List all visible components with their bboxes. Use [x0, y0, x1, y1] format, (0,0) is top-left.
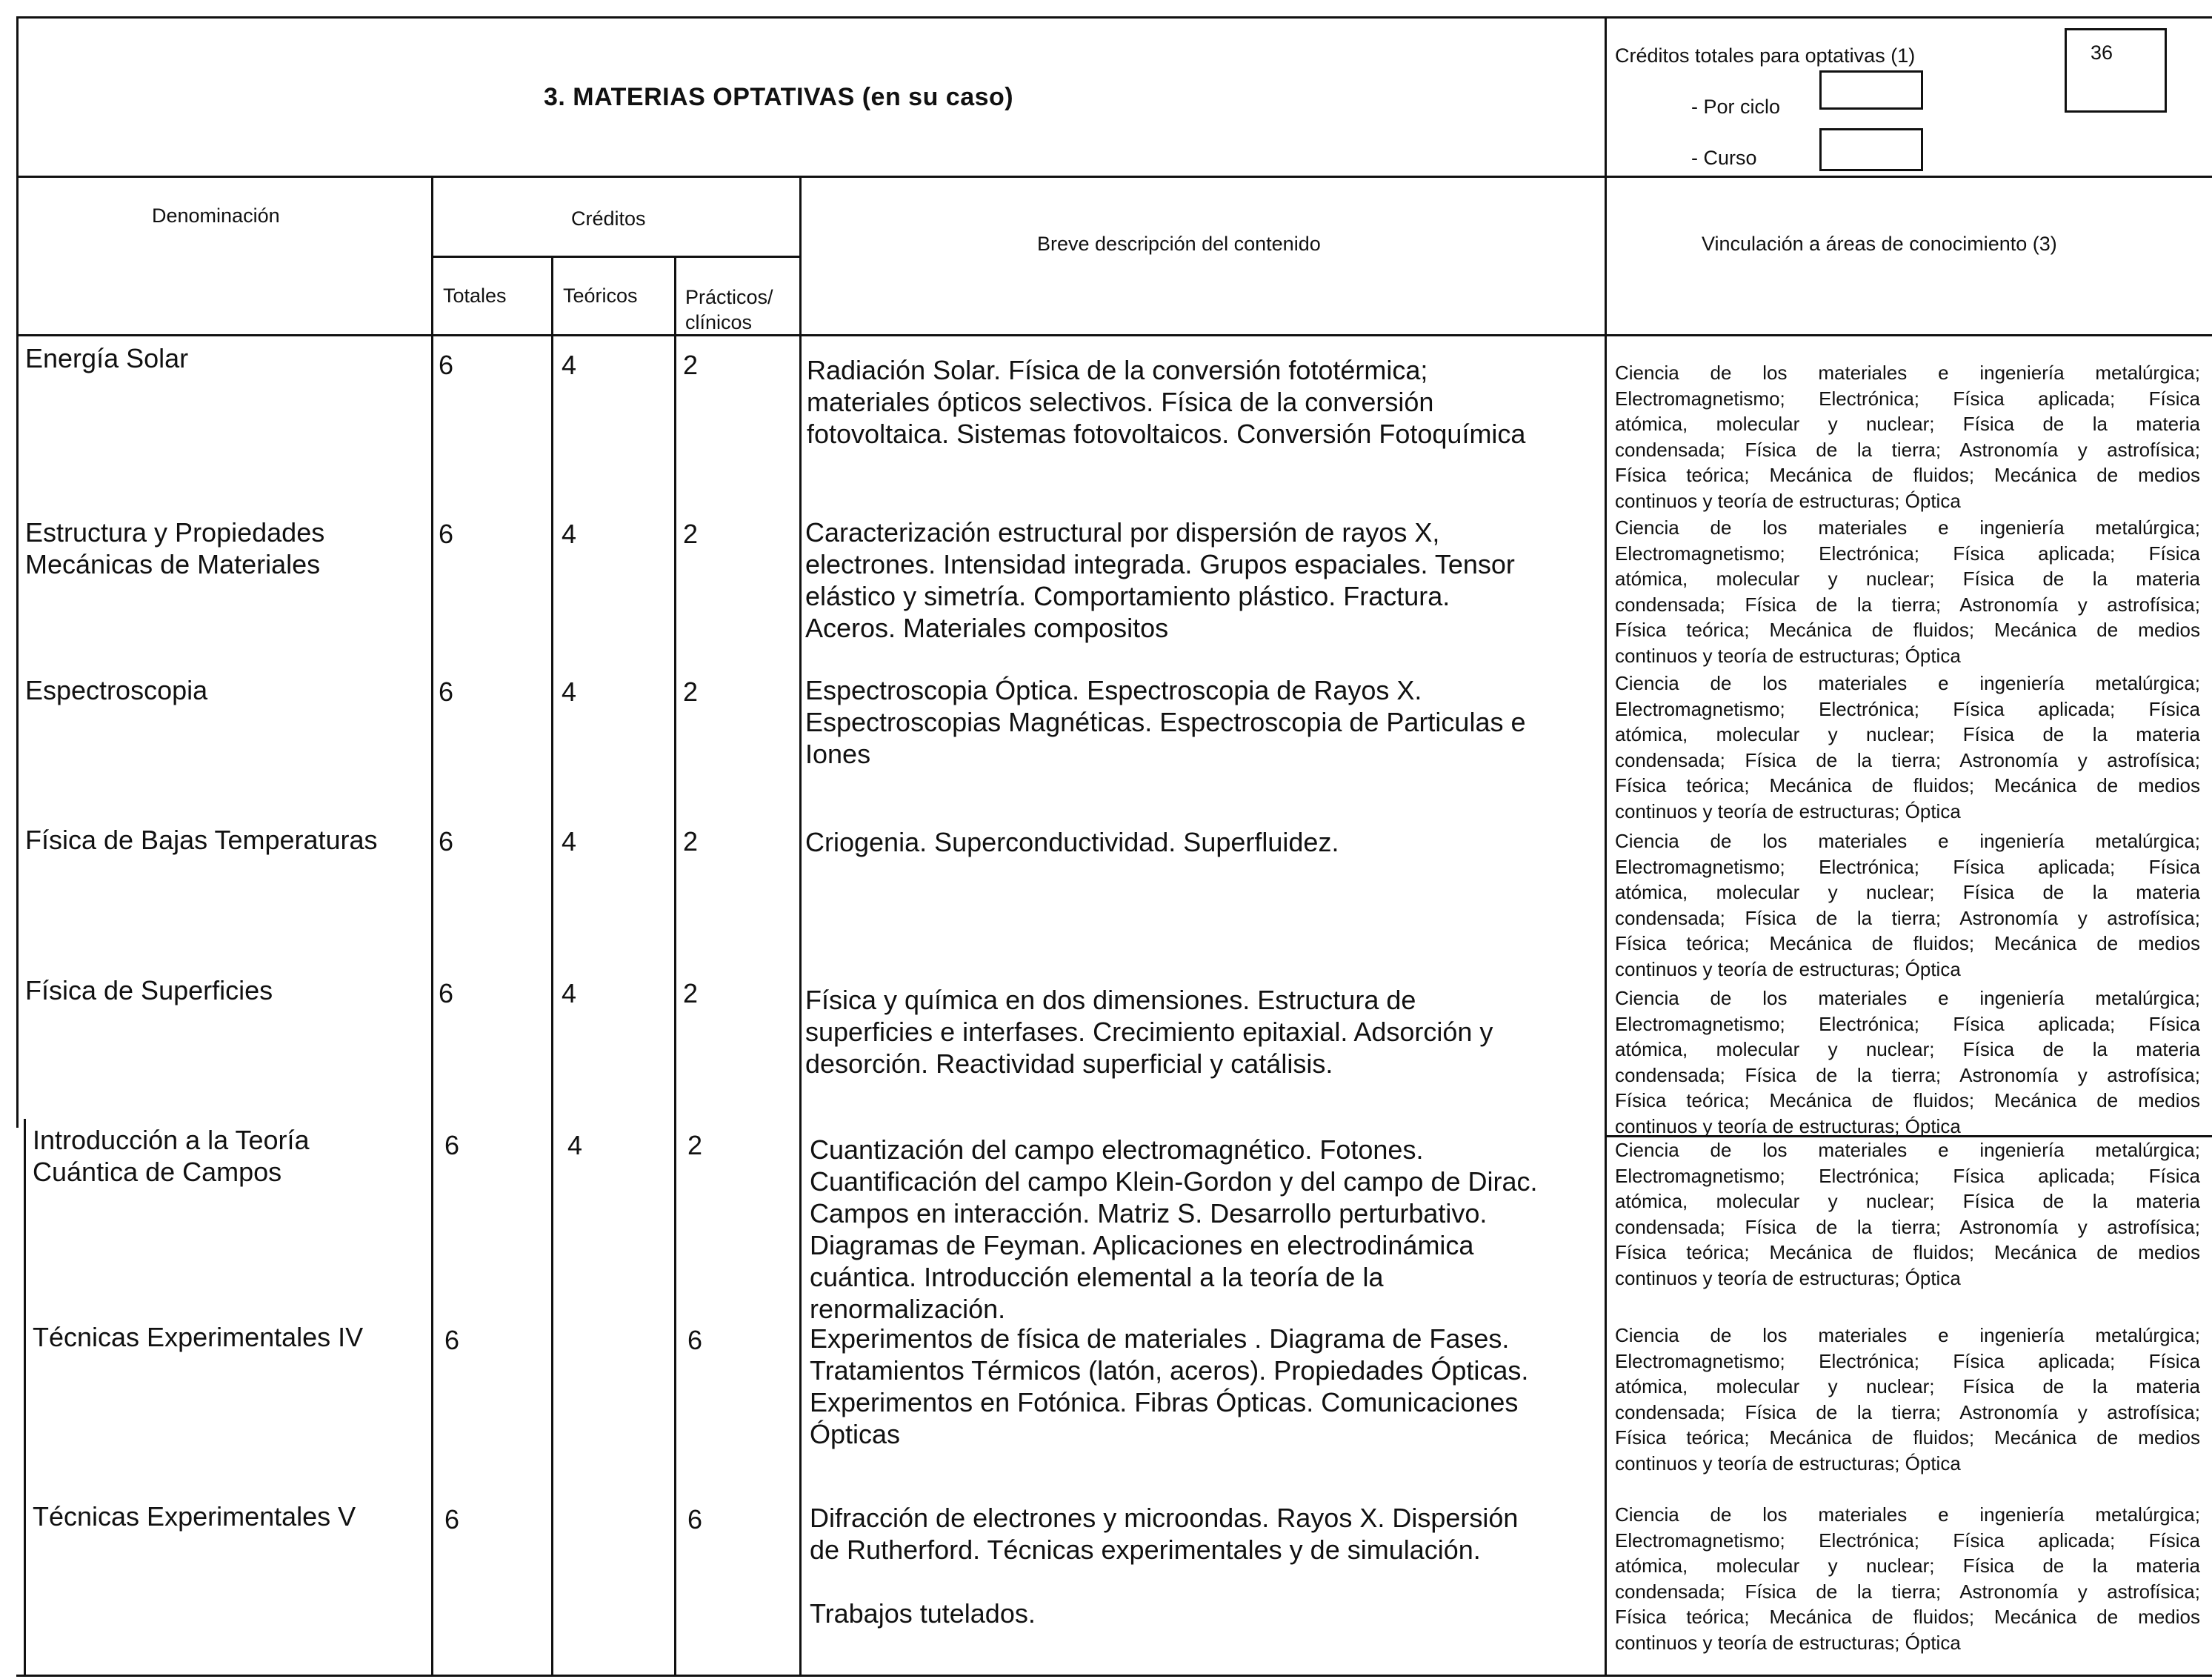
row-4-descripcion [805, 826, 1339, 858]
row-8-totales: 6 [444, 1504, 460, 1535]
area-line: continuos y teoría de estructuras; Óptica [1615, 799, 1961, 822]
col-header-practicos: Prácticos/ [685, 286, 773, 308]
row-7-vinculacion [1615, 1323, 2200, 1477]
row-8-descripcion [810, 1502, 1518, 1629]
row-6-desc-line: Cuantización del campo electromagnético. Fotones. [810, 1134, 1424, 1165]
row-4-practicos: 2 [683, 826, 699, 857]
row-6-totales: 6 [444, 1130, 460, 1160]
row-2-name-line: Estructura y Propiedades [25, 517, 325, 548]
row-4-denominacion [25, 824, 378, 856]
row-7-name-line: Técnicas Experimentales IV [33, 1322, 364, 1352]
row-5-descripcion [805, 984, 1493, 1080]
row-2-practicos: 2 [683, 519, 699, 549]
area-line: continuos y teoría de estructuras; Óptica [1615, 1266, 1961, 1289]
row-2-desc-line: Aceros. Materiales compositos [805, 613, 1169, 643]
row-8-desc-line: Difracción de electrones y microondas. Rayos X. Dispersión [810, 1503, 1519, 1533]
row-6-desc-line: Cuantificación del campo Klein-Gordon y del campo de Dirac. [810, 1166, 1538, 1197]
col-divider-practicos [674, 256, 676, 1675]
row-5-desc-line: superficies e interfases. Crecimiento epitaxial. Adsorción y [805, 1017, 1493, 1047]
area-line: atómica, molecular y nuclear; Física de la materia [1615, 1375, 2200, 1398]
row-7-desc-line: Experimentos de física de materiales . Diagrama de Fases. [810, 1323, 1510, 1354]
row-1-descripcion [807, 354, 1525, 450]
col-divider-teoricos [551, 256, 553, 1675]
creditos-totales-box [2065, 28, 2167, 113]
row-6-name-line: Introducción a la Teoría [33, 1125, 310, 1155]
row-5-name-line: Física de Superficies [25, 975, 273, 1005]
area-line: Física teórica; Mecánica de fluidos; Mecánica de medios [1615, 1089, 2200, 1112]
page-title: 3. MATERIAS OPTATIVAS (en su caso) [544, 83, 1014, 111]
col-header-descripcion: Breve descripción del contenido [1037, 233, 1321, 255]
col-header-teoricos: Teóricos [563, 285, 638, 307]
row-1-denominacion [25, 342, 188, 374]
row-6-desc-line: renormalización. [810, 1294, 1006, 1324]
row-6-desc-line: Campos en interacción. Matriz S. Desarrollo perturbativo. [810, 1198, 1488, 1229]
area-line: Física teórica; Mecánica de fluidos; Mecánica de medios [1615, 774, 2200, 797]
creditos-totales-value: 36 [2091, 41, 2113, 64]
row-2-totales: 6 [439, 519, 454, 549]
row-1-practicos: 2 [683, 350, 699, 380]
row-3-teoricos: 4 [562, 676, 577, 707]
table-top-rule [16, 176, 2212, 178]
area-line: Ciencia de los materiales e ingeniería metalúrgica; [1615, 987, 2200, 1009]
row-5-vinculacion [1615, 985, 2200, 1140]
area-line: continuos y teoría de estructuras; Óptica [1615, 644, 1961, 667]
row-2-vinculacion [1615, 515, 2200, 669]
header-divider [1605, 16, 1607, 176]
row-5-totales: 6 [439, 978, 454, 1008]
row-1-vinculacion [1615, 360, 2200, 514]
table-bottom-rule [16, 1675, 2212, 1677]
row-4-desc-line: Criogenia. Superconductividad. Superfluidez. [805, 827, 1339, 857]
table-left-border [16, 176, 19, 1128]
area-line: atómica, molecular y nuclear; Física de la materia [1615, 413, 2200, 436]
area-line: condensada; Física de la tierra; Astronomía y astrofísica; [1615, 1580, 2200, 1603]
row-8-practicos: 6 [687, 1504, 703, 1535]
row-8-desc-line: Trabajos tutelados. [810, 1598, 1036, 1629]
row-3-denominacion [25, 674, 207, 706]
row-6-name-line: Cuántica de Campos [33, 1157, 282, 1187]
header-bottom-rule [16, 334, 2212, 336]
area-line: continuos y teoría de estructuras; Óptica [1615, 1452, 1961, 1474]
por-ciclo-label: - Por ciclo [1691, 96, 1781, 118]
row-3-descripcion [805, 674, 1526, 770]
area-line: condensada; Física de la tierra; Astronomía y astrofísica; [1615, 1400, 2200, 1423]
area-line: Ciencia de los materiales e ingeniería metalúrgica; [1615, 1139, 2200, 1161]
row-7-desc-line: Experimentos en Fotónica. Fibras Ópticas. Comunicaciones [810, 1387, 1519, 1417]
area-line: condensada; Física de la tierra; Astronomía y astrofísica; [1615, 593, 2200, 616]
row-5-desc-line: desorción. Reactividad superficial y catálisis. [805, 1048, 1333, 1079]
area-line: Ciencia de los materiales e ingeniería metalúrgica; [1615, 516, 2200, 539]
area-line: condensada; Física de la tierra; Astronomía y astrofísica; [1615, 1215, 2200, 1238]
row-2-teoricos: 4 [562, 519, 577, 549]
area-line: Física teórica; Mecánica de fluidos; Mecánica de medios [1615, 1426, 2200, 1449]
area-line: Electromagnetismo; Electrónica; Física aplicada; Física [1615, 387, 2200, 410]
area-line: atómica, molecular y nuclear; Física de la materia [1615, 723, 2200, 746]
row-4-vinculacion [1615, 828, 2200, 983]
row-6-descripcion [810, 1134, 1538, 1325]
area-line: atómica, molecular y nuclear; Física de la materia [1615, 881, 2200, 904]
row-6-desc-line: cuántica. Introducción elemental a la teoría de la [810, 1262, 1384, 1292]
por-ciclo-box [1819, 70, 1923, 110]
area-line: Física teórica; Mecánica de fluidos; Mecánica de medios [1615, 1241, 2200, 1264]
area-line: atómica, molecular y nuclear; Física de la materia [1615, 568, 2200, 591]
creditos-subheader-rule [431, 256, 799, 258]
row-3-vinculacion [1615, 671, 2200, 825]
area-line: continuos y teoría de estructuras; Óptica [1615, 1631, 1961, 1654]
row-2-desc-line: electrones. Intensidad integrada. Grupos espaciales. Tensor [805, 549, 1515, 579]
row-2-desc-line: elástico y simetría. Comportamiento plástico. Fractura. [805, 581, 1450, 611]
area-line: Física teórica; Mecánica de fluidos; Mecánica de medios [1615, 464, 2200, 487]
row-3-totales: 6 [439, 676, 454, 707]
row-7-desc-line: Tratamientos Térmicos (latón, aceros). Propiedades Ópticas. [810, 1355, 1529, 1386]
row-8-desc-line: de Rutherford. Técnicas experimentales y de simulación. [810, 1535, 1481, 1565]
row-1-name-line: Energía Solar [25, 343, 189, 373]
area-line: Electromagnetismo; Electrónica; Física aplicada; Física [1615, 1529, 2200, 1552]
row-7-desc-line: Ópticas [810, 1419, 901, 1449]
row-7-practicos: 6 [687, 1325, 703, 1355]
row-6-desc-line: Diagramas de Feyman. Aplicaciones en electrodinámica [810, 1230, 1474, 1260]
col-divider-totales [431, 176, 433, 1675]
row-1-desc-line: materiales ópticos selectivos. Física de la conversión [807, 387, 1434, 417]
row-6-vinculacion [1615, 1137, 2200, 1291]
area-line: atómica, molecular y nuclear; Física de la materia [1615, 1190, 2200, 1213]
col-divider-vinculacion [1605, 176, 1607, 1675]
col-header-creditos: Créditos [571, 207, 646, 230]
area-line: condensada; Física de la tierra; Astronomía y astrofísica; [1615, 906, 2200, 929]
row-6-practicos: 2 [687, 1130, 703, 1160]
area-line: condensada; Física de la tierra; Astronomía y astrofísica; [1615, 1063, 2200, 1086]
col-header-vinculacion: Vinculación a áreas de conocimiento (3) [1702, 233, 2057, 255]
col-header-totales: Totales [443, 285, 507, 307]
row-8-vinculacion [1615, 1502, 2200, 1656]
area-line: Ciencia de los materiales e ingeniería metalúrgica; [1615, 1324, 2200, 1346]
curso-label: - Curso [1691, 147, 1757, 169]
area-line: continuos y teoría de estructuras; Óptica [1615, 489, 1961, 512]
curso-box [1819, 128, 1923, 171]
area-line: continuos y teoría de estructuras; Óptica [1615, 1114, 1961, 1137]
row-1-teoricos: 4 [562, 350, 577, 380]
row-8-name-line: Técnicas Experimentales V [33, 1501, 356, 1532]
area-line: condensada; Física de la tierra; Astronomía y astrofísica; [1615, 438, 2200, 461]
row-7-denominacion [33, 1321, 363, 1353]
row-5-practicos: 2 [683, 978, 699, 1008]
row-8-desc-blank-line [810, 1566, 1518, 1597]
row-2-denominacion [25, 516, 324, 580]
area-line: Ciencia de los materiales e ingeniería metalúrgica; [1615, 672, 2200, 694]
row-3-name-line: Espectroscopia [25, 675, 208, 705]
row-4-teoricos: 4 [562, 826, 577, 857]
area-line: Física teórica; Mecánica de fluidos; Mecánica de medios [1615, 932, 2200, 955]
row-4-name-line: Física de Bajas Temperaturas [25, 825, 378, 855]
area-line: Ciencia de los materiales e ingeniería metalúrgica; [1615, 1503, 2200, 1526]
row-6-denominacion [33, 1124, 310, 1188]
row-2-name-line: Mecánicas de Materiales [25, 549, 321, 579]
area-line: condensada; Física de la tierra; Astronomía y astrofísica; [1615, 748, 2200, 771]
col-divider-descripcion [799, 176, 802, 1675]
row-3-desc-line: Espectroscopia Óptica. Espectroscopia de Rayos X. [805, 675, 1422, 705]
row-5-desc-line: Física y química en dos dimensiones. Estructura de [805, 985, 1416, 1015]
col-header-clinicos: clínicos [685, 311, 753, 333]
col-header-denominacion: Denominación [152, 205, 280, 227]
area-line: Electromagnetismo; Electrónica; Física aplicada; Física [1615, 1012, 2200, 1035]
row-2-descripcion [805, 516, 1515, 644]
row-5-denominacion [25, 974, 273, 1006]
row-8-denominacion [33, 1500, 356, 1532]
area-line: Electromagnetismo; Electrónica; Física aplicada; Física [1615, 697, 2200, 720]
area-line: Física teórica; Mecánica de fluidos; Mecánica de medios [1615, 619, 2200, 642]
area-line: Electromagnetismo; Electrónica; Física aplicada; Física [1615, 542, 2200, 565]
row-3-practicos: 2 [683, 676, 699, 707]
area-line: atómica, molecular y nuclear; Física de la materia [1615, 1038, 2200, 1061]
area-line: Ciencia de los materiales e ingeniería metalúrgica; [1615, 830, 2200, 852]
row-5-teoricos: 4 [562, 978, 577, 1008]
creditos-totales-label: Créditos totales para optativas (1) [1615, 44, 1916, 67]
area-line: atómica, molecular y nuclear; Física de la materia [1615, 1555, 2200, 1577]
row-1-desc-line: fotovoltaica. Sistemas fotovoltaicos. Conversión Fotoquímica [807, 419, 1526, 449]
row-1-totales: 6 [439, 350, 454, 380]
area-line: Electromagnetismo; Electrónica; Física aplicada; Física [1615, 855, 2200, 878]
area-line: continuos y teoría de estructuras; Óptica [1615, 957, 1961, 980]
row-2-desc-line: Caracterización estructural por dispersión de rayos X, [805, 517, 1440, 548]
row-1-desc-line: Radiación Solar. Física de la conversión fototérmica; [807, 355, 1428, 385]
table-left-border-lower [24, 1119, 26, 1675]
area-line: Electromagnetismo; Electrónica; Física aplicada; Física [1615, 1164, 2200, 1187]
row-7-descripcion [810, 1323, 1528, 1450]
row-3-desc-line: Iones [805, 739, 871, 769]
area-line: Física teórica; Mecánica de fluidos; Mecánica de medios [1615, 1606, 2200, 1629]
area-line: Ciencia de los materiales e ingeniería metalúrgica; [1615, 362, 2200, 384]
area-line: Electromagnetismo; Electrónica; Física aplicada; Física [1615, 1349, 2200, 1372]
row-6-teoricos: 4 [567, 1130, 583, 1160]
row-4-totales: 6 [439, 826, 454, 857]
row-3-desc-line: Espectroscopias Magnéticas. Espectroscopia de Particulas e [805, 707, 1526, 737]
row-7-totales: 6 [444, 1325, 460, 1355]
